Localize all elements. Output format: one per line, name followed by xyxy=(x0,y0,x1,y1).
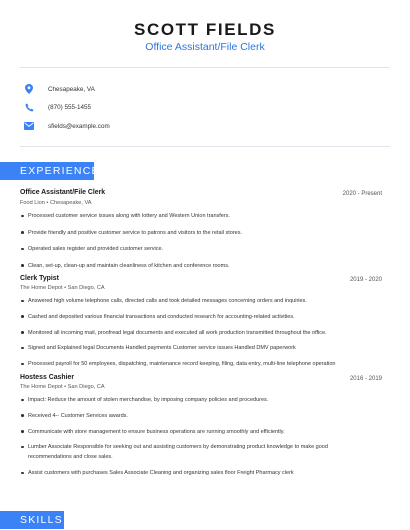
job-bullets xyxy=(20,296,392,369)
list-item: Assist customers with purchases Sales Associate Cleaning and organizing sales floor Freight Pharmacy clerk xyxy=(20,468,392,478)
section-heading-skills: SKILLS xyxy=(0,511,64,529)
location-text: Chesapeake, VA xyxy=(48,85,95,93)
contact-location xyxy=(20,82,95,96)
job-title: Hostess Cashier xyxy=(20,374,75,381)
list-item: Operated sales register and provided customer service. xyxy=(20,244,392,254)
divider xyxy=(20,146,390,147)
job-dates: 2020 - Present xyxy=(342,191,382,197)
job-company: The Home Depot • San Diego, CA xyxy=(20,384,105,390)
divider xyxy=(20,67,390,68)
list-item: Lumber Associate Responsible for seeking out and assisting customers by demonstrating product knowledge to make good recommendations and close sales. xyxy=(20,442,392,462)
list-item: Monitored all incoming mail, proofread legal documents and executed all work production transmitted throughout the office. xyxy=(20,328,392,338)
job-dates: 2016 - 2019 xyxy=(349,376,382,382)
candidate-title: Office Assistant/File Clerk xyxy=(145,41,265,53)
candidate-name: SCOTT FIELDS xyxy=(134,20,276,39)
list-item: Processed customer service issues along with lottery and Western Union transfers. xyxy=(20,211,392,221)
location-pin-icon xyxy=(22,82,36,96)
job-title: Office Assistant/File Clerk xyxy=(20,189,106,196)
list-item: Provide friendly and positive customer service to patrons and visitors to the retail stores. xyxy=(20,228,392,238)
job-bullets xyxy=(20,395,392,478)
list-item: Communicate with store management to ensure business operations are running smoothly and efficiently. xyxy=(20,427,392,437)
job-dates: 2019 - 2020 xyxy=(349,277,382,283)
job-company: The Home Depot • San Diego, CA xyxy=(20,285,105,291)
job-company: Food Lion • Chesapeake, VA xyxy=(20,200,92,206)
email-icon xyxy=(22,119,36,133)
contact-email xyxy=(20,119,110,133)
list-item: Received 4-- Customer Services awards. xyxy=(20,411,392,421)
list-item: Clean, set-up, clean-up and maintain cleanliness of kitchen and conference rooms. xyxy=(20,261,392,271)
section-heading-experience: EXPERIENCE xyxy=(0,162,94,180)
job-bullets xyxy=(20,211,392,271)
list-item: Answered high volume telephone calls, directed calls and took detailed messages concerning orders and inquiries. xyxy=(20,296,392,306)
email-text: sfields@example.com xyxy=(48,122,110,130)
phone-text: (870) 555-1455 xyxy=(48,103,92,111)
list-item: Cashed and deposited various financial transactions and conducted research for accounting-related activities. xyxy=(20,312,392,322)
list-item: Processed payroll for 50 employees, dispatching, maintenance record keeping, filing, data entry, multi-line telephone operation xyxy=(20,359,392,369)
list-item: Signed and Explained legal Documents Handled payments Customer service issues Handled DMV paperwork xyxy=(20,343,392,353)
job-title: Clerk Typist xyxy=(20,275,59,282)
phone-icon xyxy=(22,100,36,114)
list-item: Impact: Reduce the amount of stolen merchandise, by imposing company policies and procedures. xyxy=(20,395,392,405)
contact-phone xyxy=(20,100,91,114)
